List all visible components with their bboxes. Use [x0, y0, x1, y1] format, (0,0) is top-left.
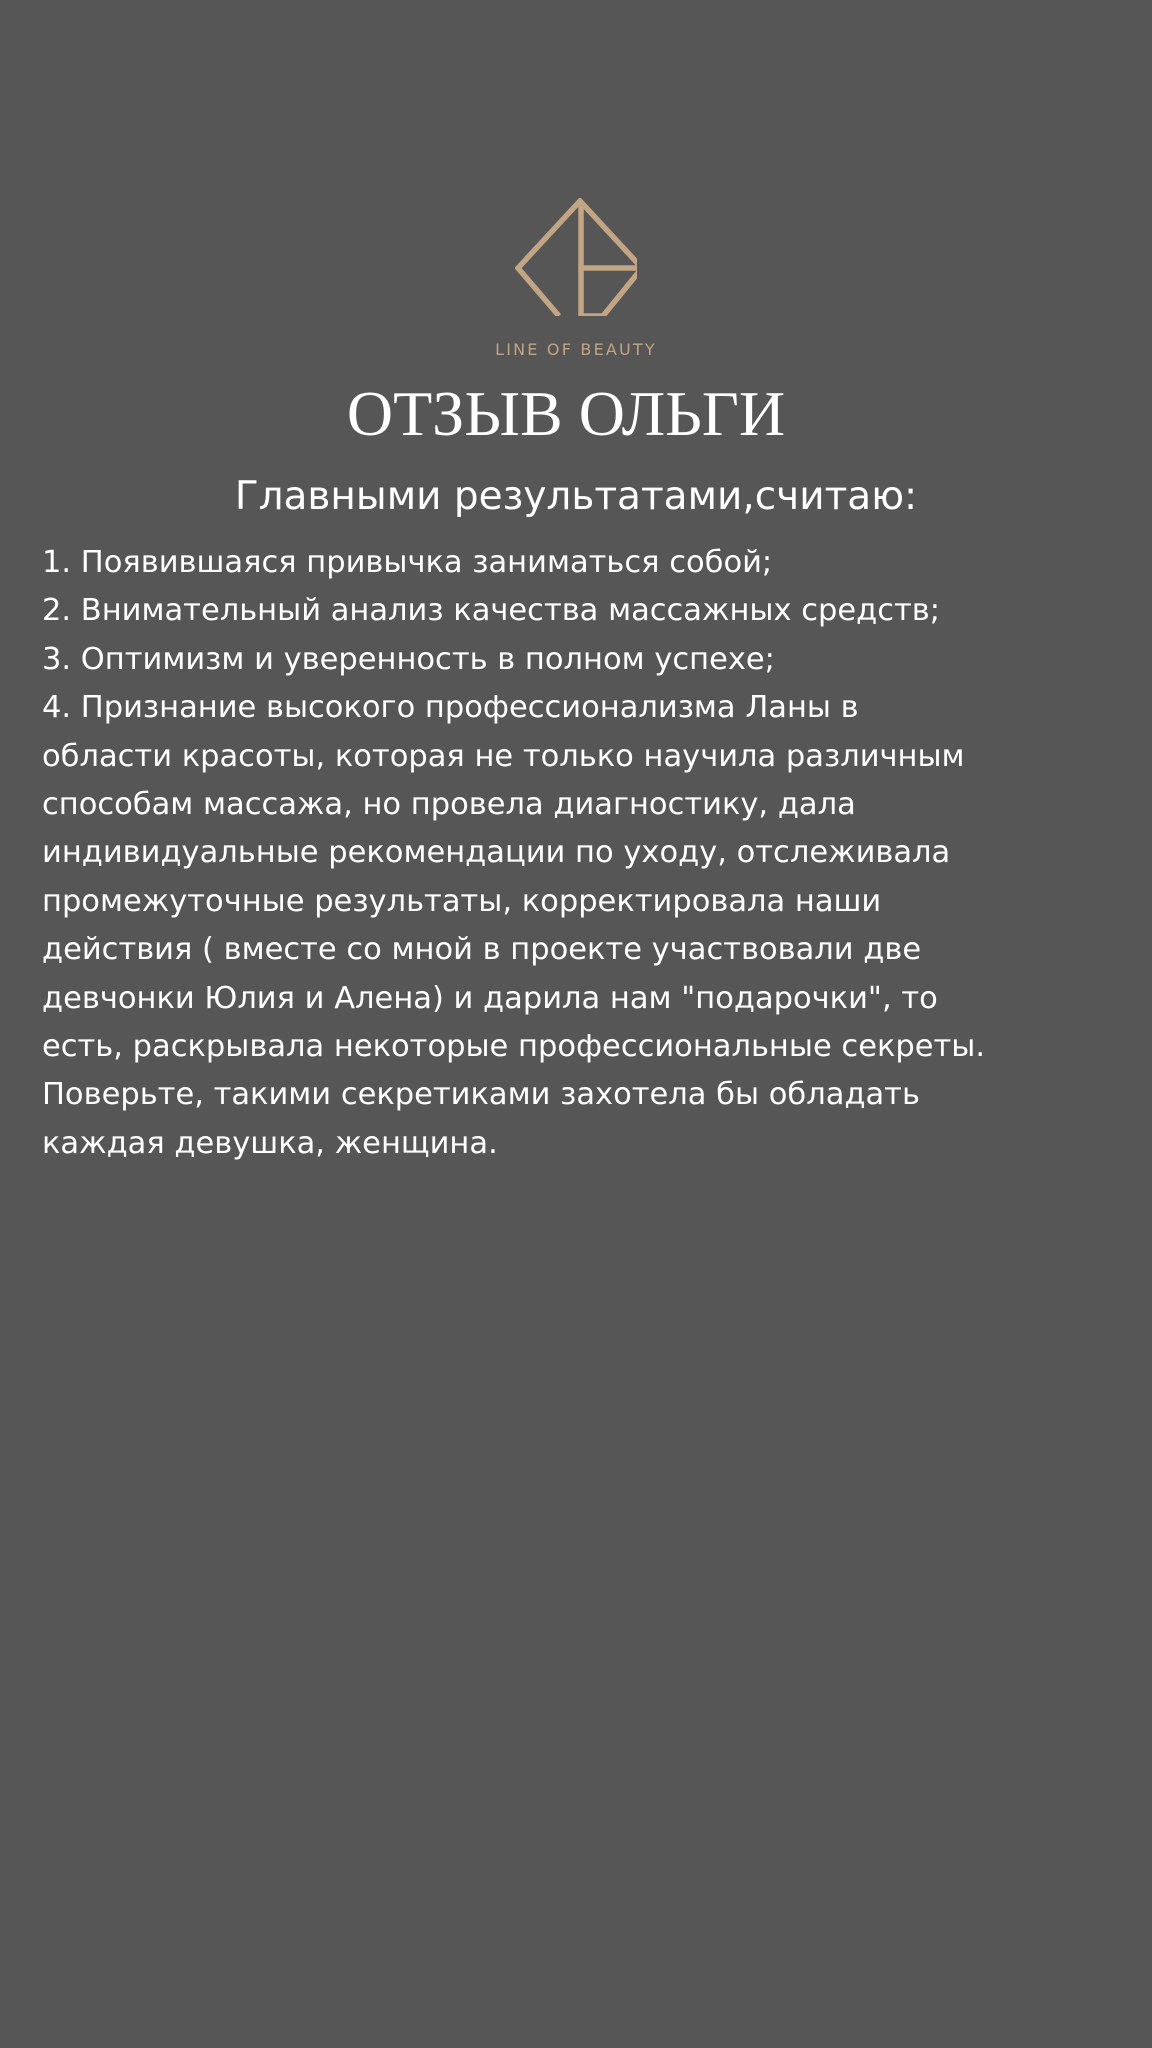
review-line: 2. Внимательный анализ качества массажных средств;	[42, 593, 941, 629]
review-line: 3. Оптимизм и уверенность в полном успехе;	[42, 641, 775, 677]
review-line: способам массажа, но провела диагностику, дала	[42, 787, 856, 823]
review-line: есть, раскрывала некоторые профессиональные секреты.	[42, 1029, 986, 1065]
review-line: девчонки Юлия и Алена) и дарила нам "подарочки", то	[42, 980, 938, 1016]
brand-logo	[485, 190, 667, 365]
review-text	[42, 539, 1132, 1168]
review-line: индивидуальные рекомендации по уходу, отслеживала	[42, 835, 951, 871]
review-subtitle: Главными результатами,считаю:	[234, 474, 918, 519]
page-title: ОТЗЫВ ОЛЬГИ	[346, 378, 786, 449]
brand-name: LINE OF BEAUTY	[495, 340, 657, 359]
review-line: промежуточные результаты, корректировала наши	[42, 883, 882, 919]
review-line: действия ( вместе со мной в проекте участвовали две	[42, 932, 922, 968]
review-line: 1. Появившаяся привычка заниматься собой;	[42, 545, 773, 580]
review-line: 4. Признание высокого профессионализма Ланы в	[42, 690, 859, 726]
review-line: области красоты, которая не только научила различным	[42, 738, 965, 774]
review-line: Поверьте, такими секретиками захотела бы обладать	[42, 1077, 920, 1113]
review-line: каждая девушка, женщина.	[42, 1125, 498, 1161]
diamond-line-logo-icon	[515, 198, 637, 316]
